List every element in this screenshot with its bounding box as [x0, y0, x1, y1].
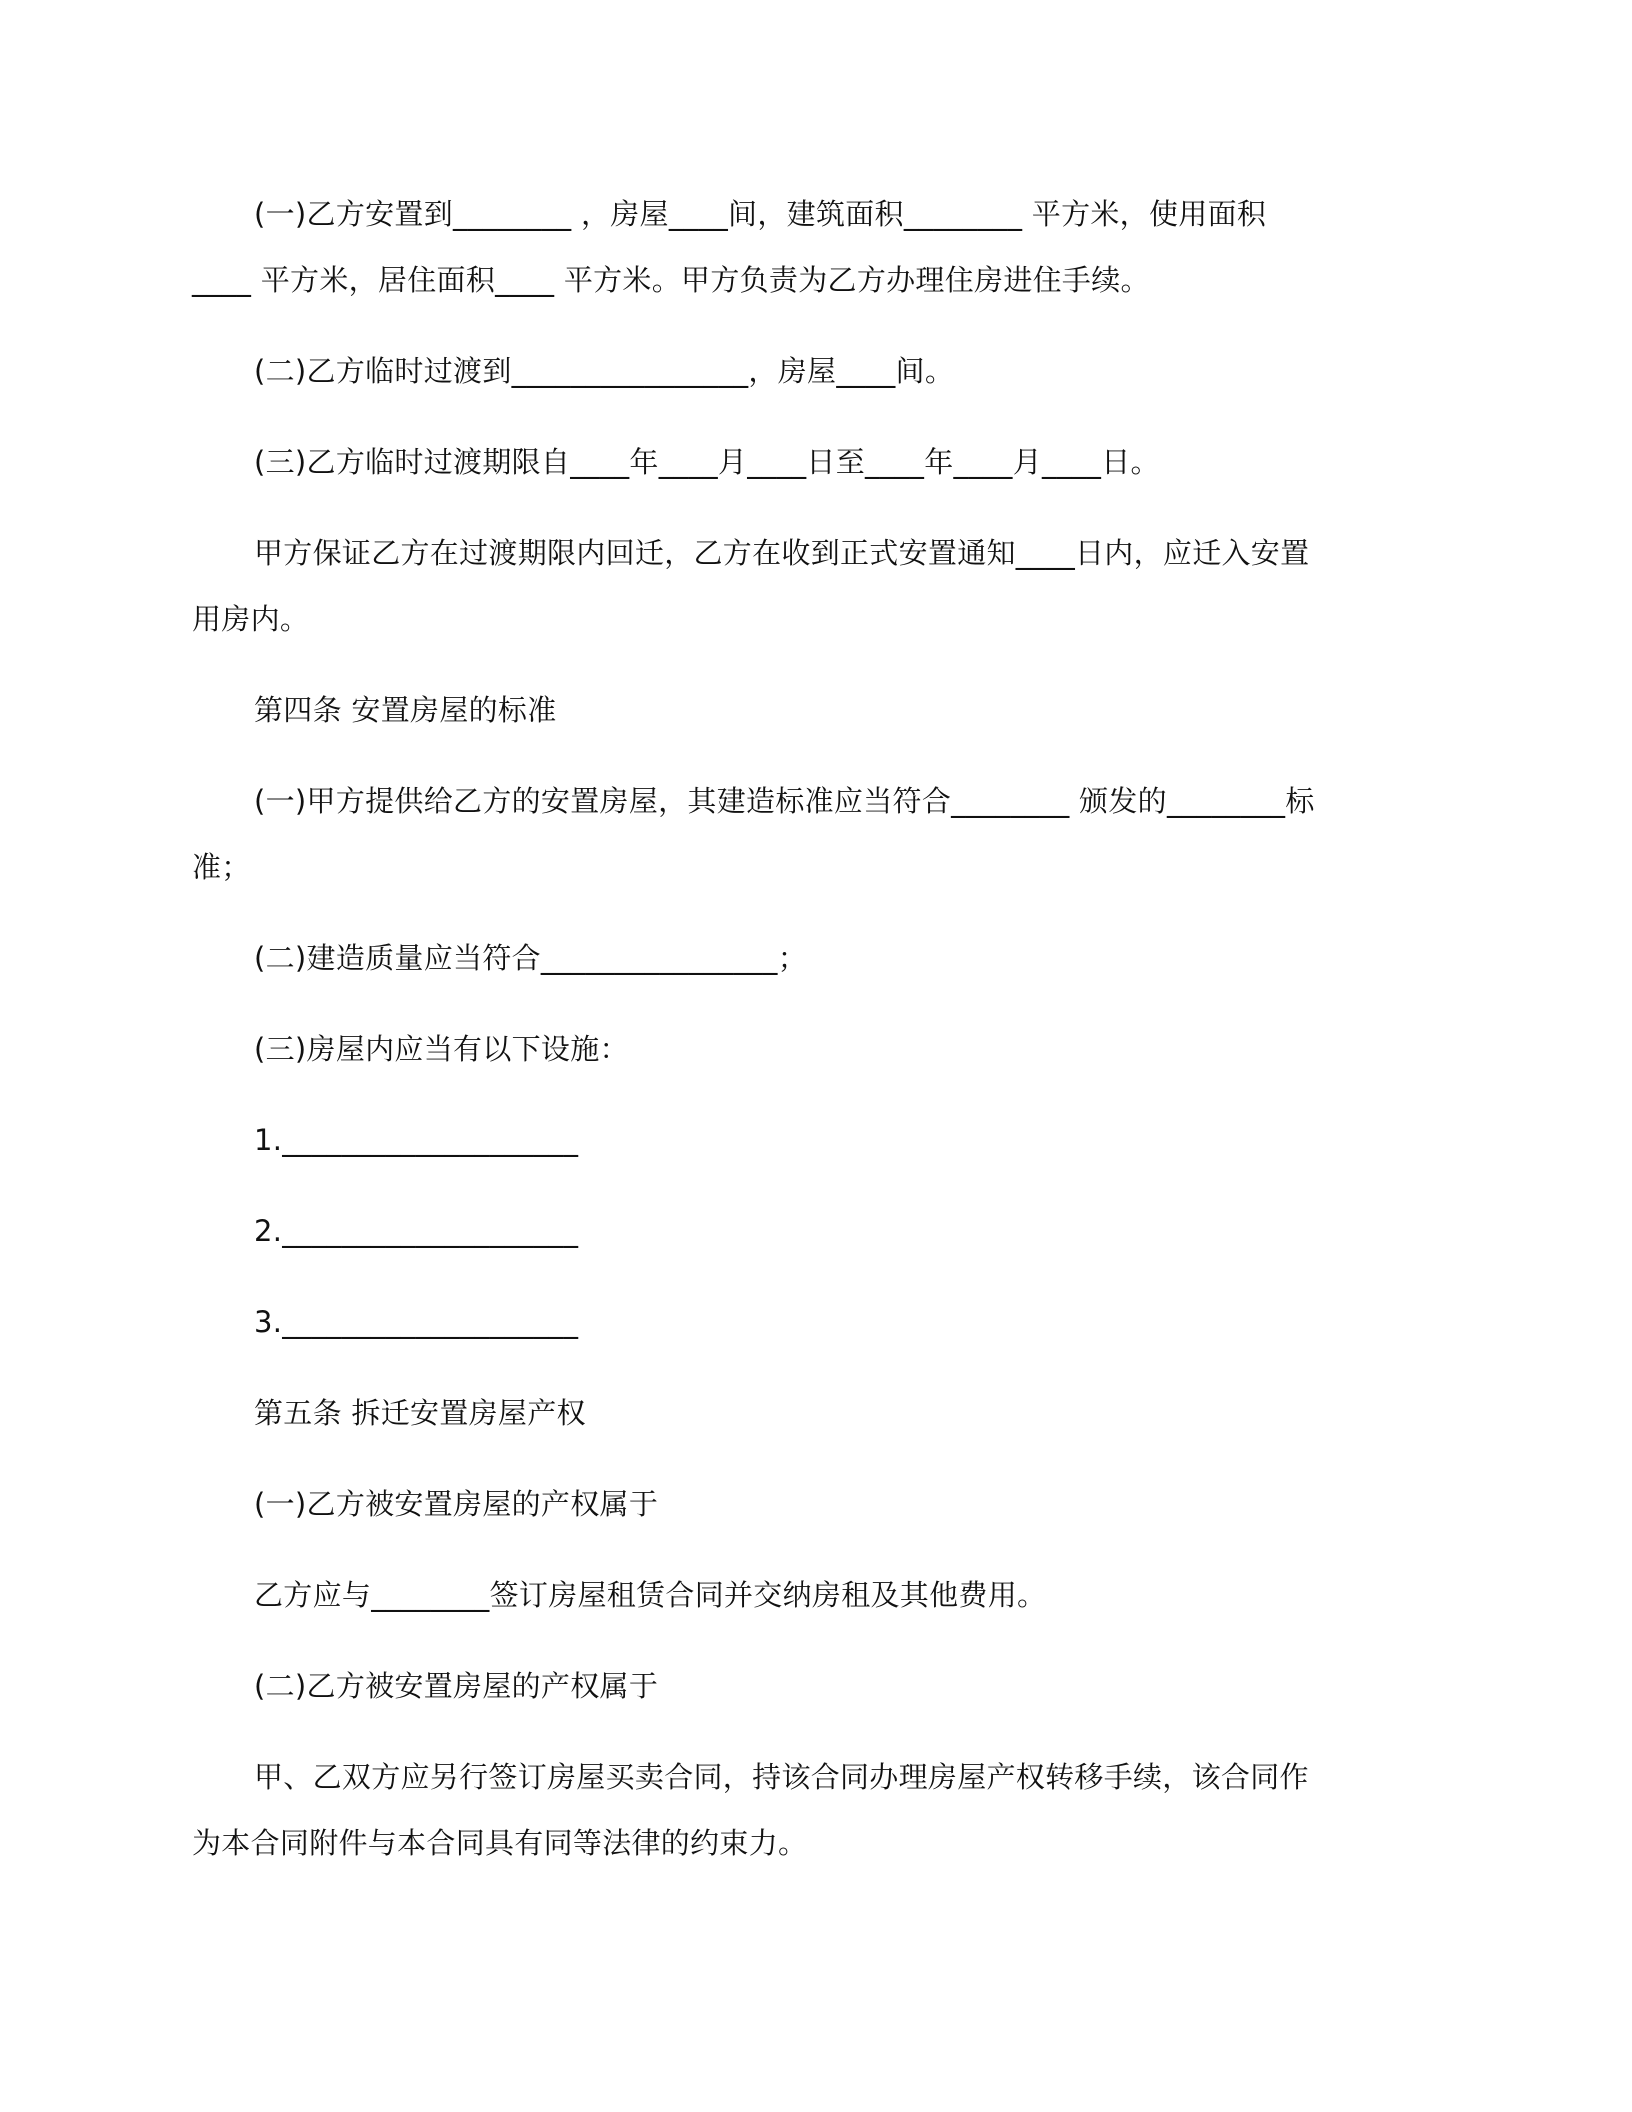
clause-5-item-1: (一)乙方被安置房屋的产权属于 [254, 1487, 659, 1521]
sale-contract-line-2: 为本合同附件与本合同具有同等法律的约束力。 [192, 1826, 808, 1860]
clause-5-item-2: (二)乙方被安置房屋的产权属于 [254, 1669, 659, 1703]
clause-3-item-1-line-2: ____ 平方米，居住面积____ 平方米。甲方负责为乙方办理住房进住手续。 [192, 263, 1150, 297]
clause-5-heading: 第五条 拆迁安置房屋产权 [254, 1396, 586, 1430]
return-guarantee-line-1: 甲方保证乙方在过渡期限内回迁，乙方在收到正式安置通知____日内，应迁入安置 [254, 536, 1310, 570]
clause-4-item-1-line-2: 准； [192, 850, 251, 884]
clause-3-item-3: (三)乙方临时过渡期限自____年____月____日至____年____月____日。 [254, 445, 1160, 479]
sale-contract-line-1: 甲、乙双方应另行签订房屋买卖合同，持该合同办理房屋产权转移手续，该合同作 [254, 1760, 1309, 1794]
clause-4-heading: 第四条 安置房屋的标准 [254, 693, 557, 727]
clause-4-item-2: (二)建造质量应当符合________________； [254, 941, 808, 975]
clause-4-item-1-line-1: (一)甲方提供给乙方的安置房屋，其建造标准应当符合________ 颁发的________标 [254, 784, 1315, 818]
facility-item-2: 2.____________________ [254, 1214, 579, 1248]
return-guarantee-line-2: 用房内。 [192, 602, 310, 636]
facility-item-1: 1.____________________ [254, 1123, 579, 1157]
lease-contract-line: 乙方应与________签订房屋租赁合同并交纳房租及其他费用。 [254, 1578, 1047, 1612]
clause-3-item-1-line-1: (一)乙方安置到________ ，房屋____间，建筑面积________ 平方米，使用面积 [254, 197, 1267, 231]
clause-3-item-2: (二)乙方临时过渡到________________，房屋____间。 [254, 354, 955, 388]
clause-4-item-3: (三)房屋内应当有以下设施： [254, 1032, 629, 1066]
facility-item-3: 3.____________________ [254, 1305, 579, 1339]
